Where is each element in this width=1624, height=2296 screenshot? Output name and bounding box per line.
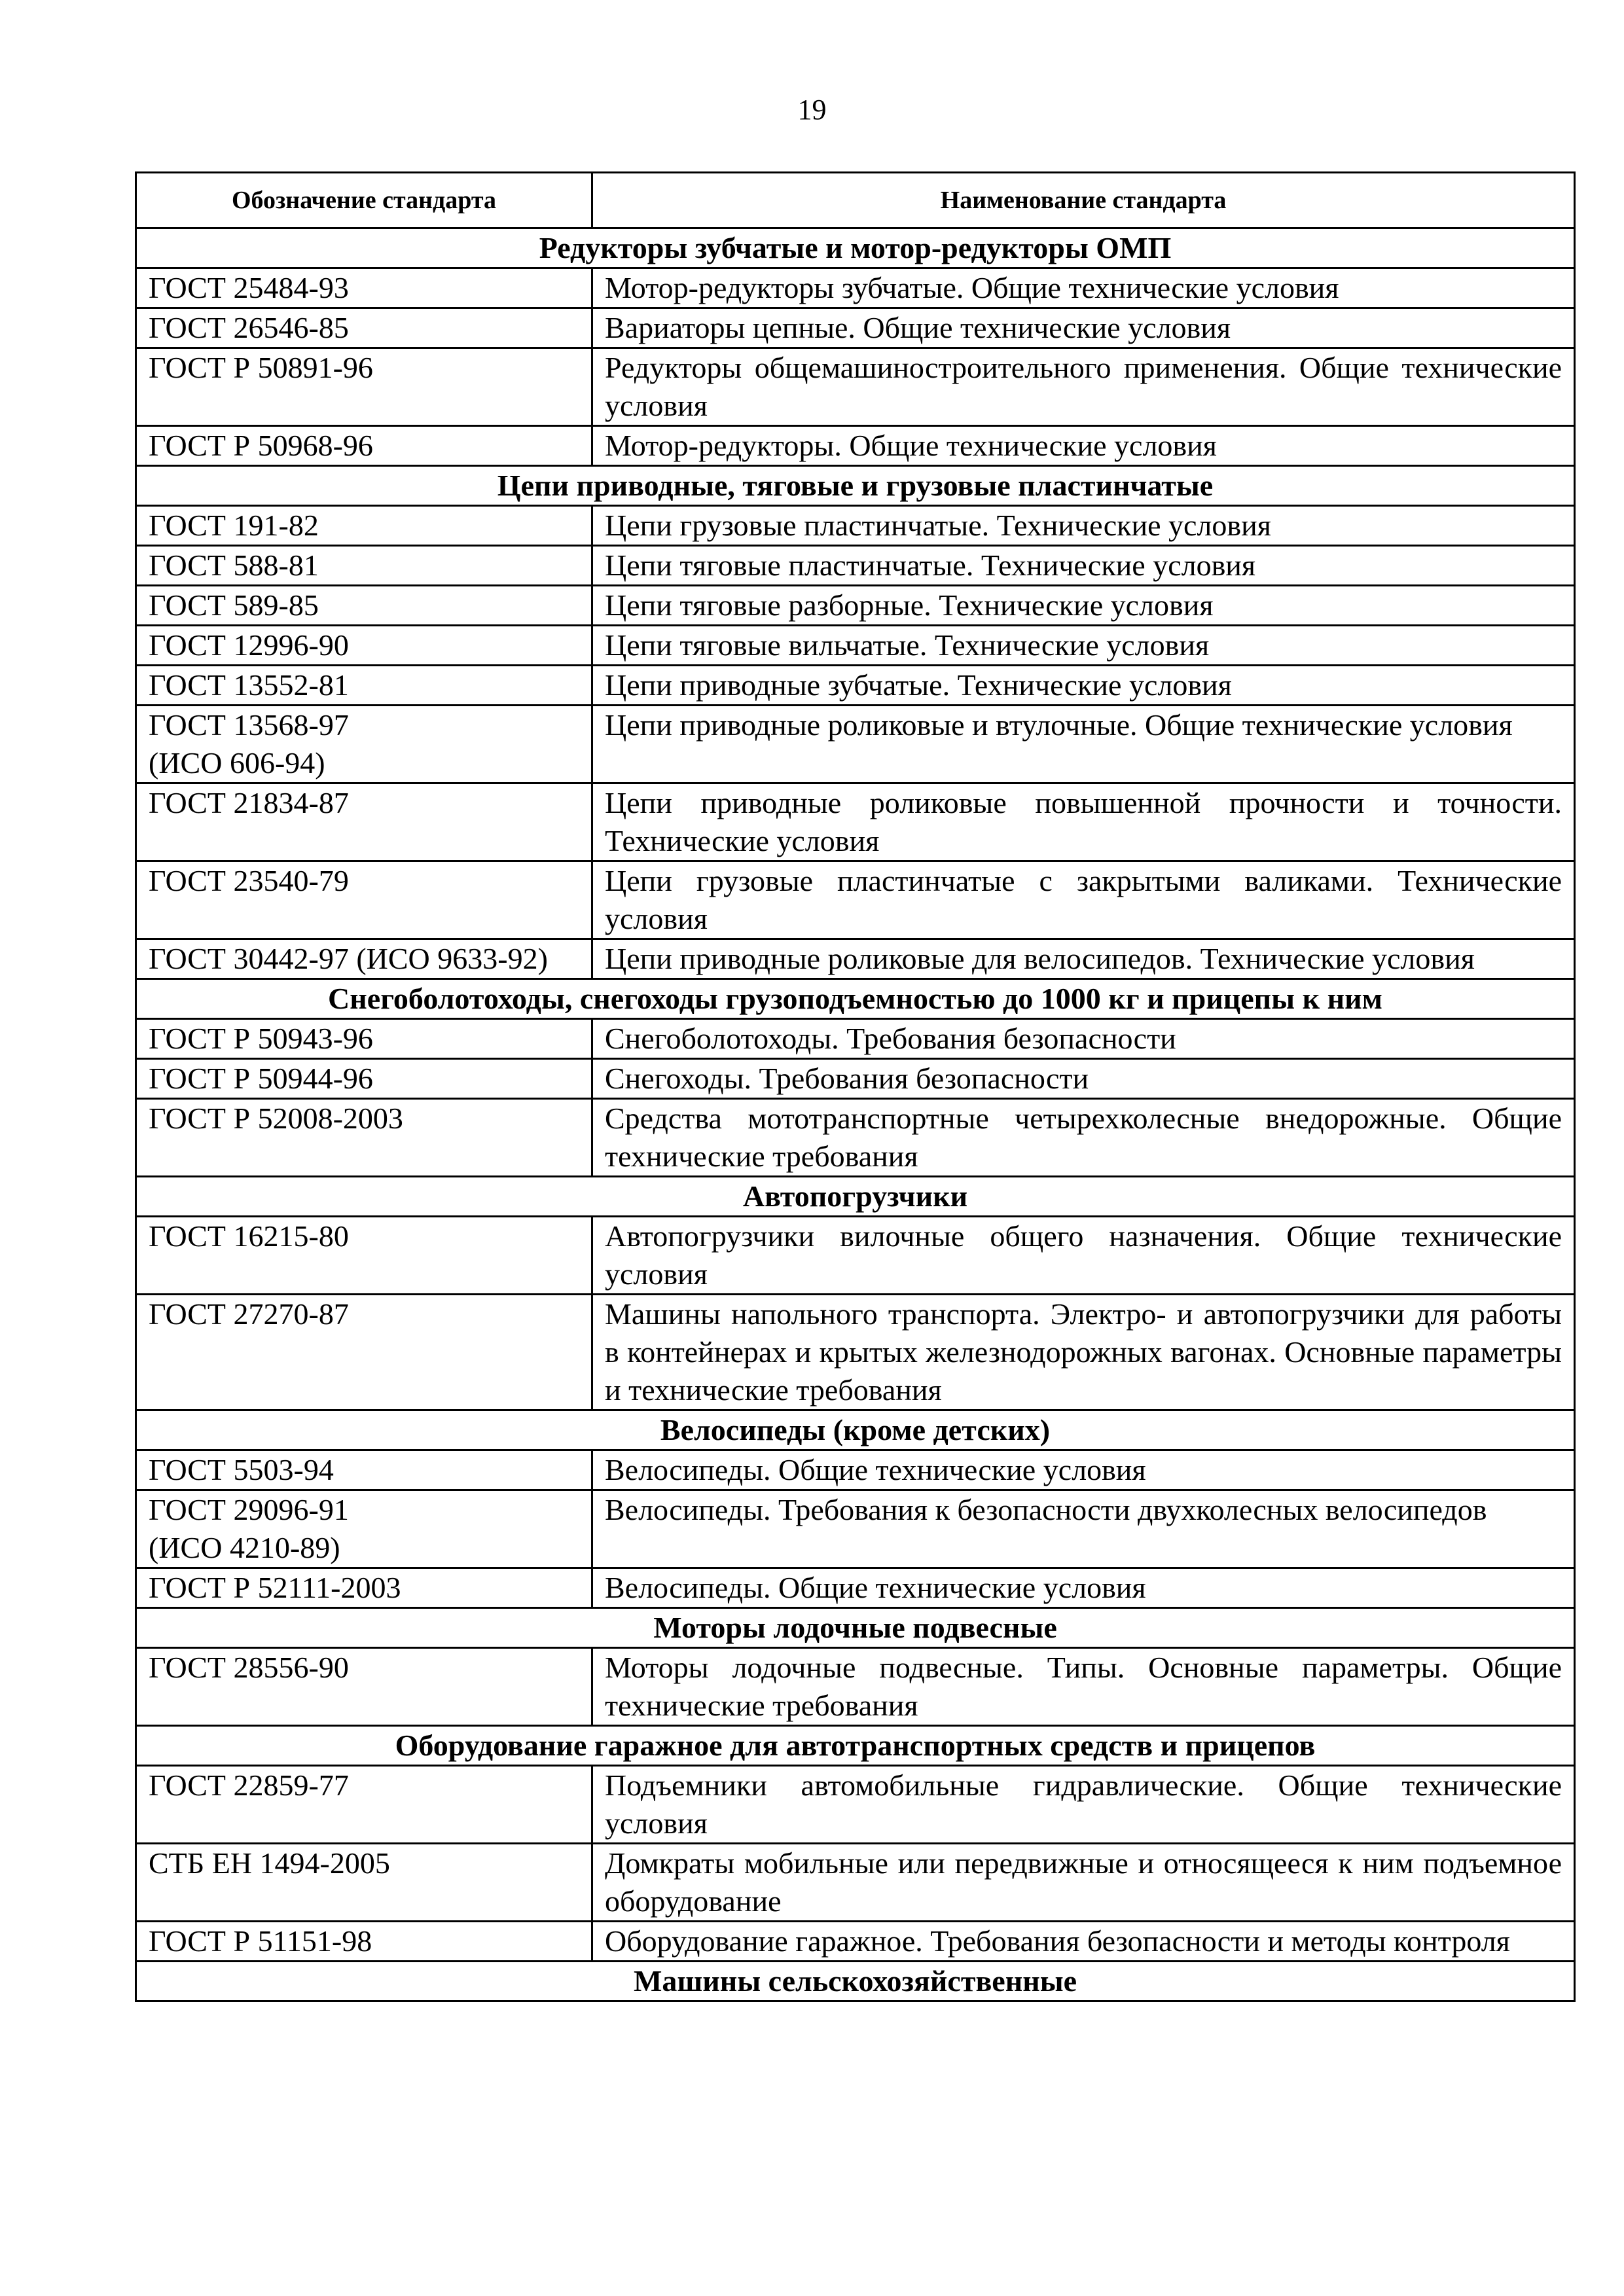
table-row	[136, 308, 1575, 348]
table-row	[136, 586, 1575, 626]
standard-code: ГОСТ Р 51151-98	[136, 1922, 592, 1962]
table-row	[136, 546, 1575, 586]
table-row	[136, 1766, 1575, 1844]
standard-name: Снегоболотоходы. Требования безопасности	[592, 1019, 1575, 1059]
standard-name: Снегоходы. Требования безопасности	[592, 1059, 1575, 1099]
standard-code: ГОСТ 27270-87	[136, 1295, 592, 1410]
table-row	[136, 506, 1575, 546]
standard-code: ГОСТ Р 52008-2003	[136, 1099, 592, 1177]
section-title: Цепи приводные, тяговые и грузовые пластинчатые	[136, 466, 1575, 506]
standard-name: Цепи грузовые пластинчатые. Технические условия	[592, 506, 1575, 546]
section-title: Снегоболотоходы, снегоходы грузоподъемностью до 1000 кг и прицепы к ним	[136, 979, 1575, 1019]
standard-code: ГОСТ 13552-81	[136, 666, 592, 706]
section-row	[136, 1726, 1575, 1766]
standard-name: Редукторы общемашиностроительного применения. Общие технические условия	[592, 348, 1575, 426]
section-row	[136, 1177, 1575, 1217]
table-row	[136, 1019, 1575, 1059]
standard-name: Оборудование гаражное. Требования безопасности и методы контроля	[592, 1922, 1575, 1962]
table-row	[136, 626, 1575, 666]
section-row	[136, 466, 1575, 506]
standard-code: ГОСТ 5503-94	[136, 1450, 592, 1490]
section-title: Велосипеды (кроме детских)	[136, 1410, 1575, 1450]
standard-code: ГОСТ 29096-91 (ИСО 4210-89)	[136, 1490, 592, 1568]
table-row	[136, 1844, 1575, 1922]
section-row	[136, 1608, 1575, 1648]
standard-name: Средства мототранспортные четырехколесные внедорожные. Общие технические требования	[592, 1099, 1575, 1177]
section-title: Редукторы зубчатые и мотор-редукторы ОМП	[136, 228, 1575, 268]
table-body	[136, 228, 1575, 2001]
standard-name: Домкраты мобильные или передвижные и относящееся к ним подъемное оборудование	[592, 1844, 1575, 1922]
table-row	[136, 1648, 1575, 1726]
standard-name: Цепи тяговые разборные. Технические условия	[592, 586, 1575, 626]
standard-name: Цепи приводные роликовые и втулочные. Общие технические условия	[592, 706, 1575, 783]
header-code: Обозначение стандарта	[136, 173, 592, 228]
standard-code: ГОСТ 25484-93	[136, 268, 592, 308]
standard-name: Подъемники автомобильные гидравлические. Общие технические условия	[592, 1766, 1575, 1844]
table-row	[136, 706, 1575, 783]
standard-name: Цепи тяговые пластинчатые. Технические условия	[592, 546, 1575, 586]
standard-name: Моторы лодочные подвесные. Типы. Основные параметры. Общие технические требования	[592, 1648, 1575, 1726]
standard-code: ГОСТ 191-82	[136, 506, 592, 546]
section-title: Оборудование гаражное для автотранспортных средств и прицепов	[136, 1726, 1575, 1766]
table-row	[136, 1450, 1575, 1490]
section-title: Моторы лодочные подвесные	[136, 1608, 1575, 1648]
table-row	[136, 1568, 1575, 1608]
table-row	[136, 939, 1575, 979]
standard-code: ГОСТ 12996-90	[136, 626, 592, 666]
table-row	[136, 1295, 1575, 1410]
standard-name: Вариаторы цепные. Общие технические условия	[592, 308, 1575, 348]
standard-code: ГОСТ 26546-85	[136, 308, 592, 348]
section-row	[136, 1962, 1575, 2001]
standard-code: ГОСТ 16215-80	[136, 1217, 592, 1295]
section-title: Автопогрузчики	[136, 1177, 1575, 1217]
table-row	[136, 1490, 1575, 1568]
standard-code: ГОСТ Р 50943-96	[136, 1019, 592, 1059]
header-name: Наименование стандарта	[592, 173, 1575, 228]
standard-code: ГОСТ Р 50944-96	[136, 1059, 592, 1099]
standard-name: Велосипеды. Общие технические условия	[592, 1568, 1575, 1608]
table-row	[136, 783, 1575, 861]
standard-code: ГОСТ Р 52111-2003	[136, 1568, 592, 1608]
section-row	[136, 1410, 1575, 1450]
standard-name: Цепи приводные роликовые повышенной прочности и точности. Технические условия	[592, 783, 1575, 861]
standard-code: ГОСТ 13568-97 (ИСО 606-94)	[136, 706, 592, 783]
table-row	[136, 268, 1575, 308]
standard-code: ГОСТ 588-81	[136, 546, 592, 586]
standard-name: Мотор-редукторы. Общие технические условия	[592, 426, 1575, 466]
table-row	[136, 1922, 1575, 1962]
standards-table	[135, 171, 1576, 2002]
table-row	[136, 1217, 1575, 1295]
table-row	[136, 1059, 1575, 1099]
standard-code: СТБ ЕН 1494-2005	[136, 1844, 592, 1922]
table-row	[136, 1099, 1575, 1177]
table-row	[136, 861, 1575, 939]
standard-code: ГОСТ 21834-87	[136, 783, 592, 861]
standard-name: Цепи тяговые вильчатые. Технические условия	[592, 626, 1575, 666]
standard-code: ГОСТ 23540-79	[136, 861, 592, 939]
table-row	[136, 426, 1575, 466]
table-row	[136, 666, 1575, 706]
section-title: Машины сельскохозяйственные	[136, 1962, 1575, 2001]
standard-name: Машины напольного транспорта. Электро- и автопогрузчики для работы в контейнерах и крытых железнодорожных вагонах. Основные параметры и технические требования	[592, 1295, 1575, 1410]
standard-code: ГОСТ Р 50891-96	[136, 348, 592, 426]
standard-code: ГОСТ Р 50968-96	[136, 426, 592, 466]
section-row	[136, 979, 1575, 1019]
table-row	[136, 348, 1575, 426]
standard-name: Цепи приводные зубчатые. Технические условия	[592, 666, 1575, 706]
page-number: 19	[797, 94, 827, 126]
standard-code: ГОСТ 22859-77	[136, 1766, 592, 1844]
section-row	[136, 228, 1575, 268]
standard-name: Мотор-редукторы зубчатые. Общие технические условия	[592, 268, 1575, 308]
standard-name: Цепи грузовые пластинчатые с закрытыми валиками. Технические условия	[592, 861, 1575, 939]
standard-code: ГОСТ 30442-97 (ИСО 9633-92)	[136, 939, 592, 979]
standard-name: Автопогрузчики вилочные общего назначения. Общие технические условия	[592, 1217, 1575, 1295]
standard-name: Цепи приводные роликовые для велосипедов. Технические условия	[592, 939, 1575, 979]
standard-code: ГОСТ 589-85	[136, 586, 592, 626]
standard-name: Велосипеды. Общие технические условия	[592, 1450, 1575, 1490]
standard-name: Велосипеды. Требования к безопасности двухколесных велосипедов	[592, 1490, 1575, 1568]
standard-code: ГОСТ 28556-90	[136, 1648, 592, 1726]
table-header-row	[136, 173, 1575, 228]
